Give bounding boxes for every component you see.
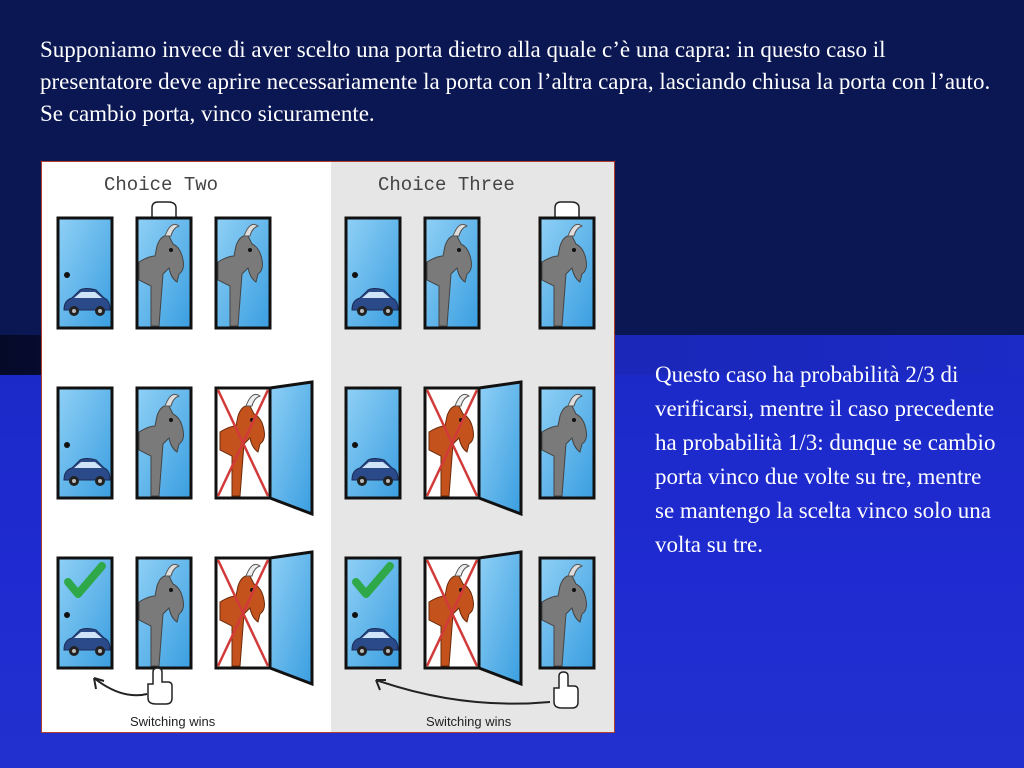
door-goat <box>216 218 270 328</box>
slide-paragraph-side: Questo caso ha probabilità 2/3 di verificarsi, mentre il caso precedente ha probabilità 1/3: dunque se cambio porta vinco due volte su tre, mentre se mantengo la scelta vinco solo una volta su tre. <box>655 362 996 557</box>
door-car <box>346 388 400 498</box>
door-goat <box>137 218 191 328</box>
monty-hall-figure <box>41 161 615 733</box>
door-car <box>58 388 112 498</box>
door-open-goat <box>216 552 312 684</box>
door-goat <box>137 388 191 498</box>
door-open-goat <box>425 382 521 514</box>
door-car <box>58 218 112 328</box>
door-car-winner <box>58 558 112 668</box>
door-open-goat <box>216 382 312 514</box>
slide-paragraph-top: Supponiamo invece di aver scelto una porta dietro alla quale c’è una capra: in questo caso il presentatore deve aprire necessariamente la porta con l’altra capra, lasciando chiusa la porta con l’auto. Se cambio porta, vinco sicuramente. <box>40 37 991 126</box>
door-car <box>346 218 400 328</box>
left-panel-title: Choice Two <box>104 174 219 196</box>
right-panel-caption: Switching wins <box>426 714 512 729</box>
pointing-hand-icon <box>148 668 172 704</box>
door-open-goat <box>425 552 521 684</box>
door-goat <box>425 218 479 328</box>
right-panel-title: Choice Three <box>378 174 515 196</box>
door-car-winner <box>346 558 400 668</box>
door-goat <box>540 388 594 498</box>
door-goat <box>540 558 594 668</box>
figure-svg <box>42 162 615 733</box>
door-goat <box>540 218 594 328</box>
left-panel-caption: Switching wins <box>130 714 216 729</box>
door-goat <box>137 558 191 668</box>
